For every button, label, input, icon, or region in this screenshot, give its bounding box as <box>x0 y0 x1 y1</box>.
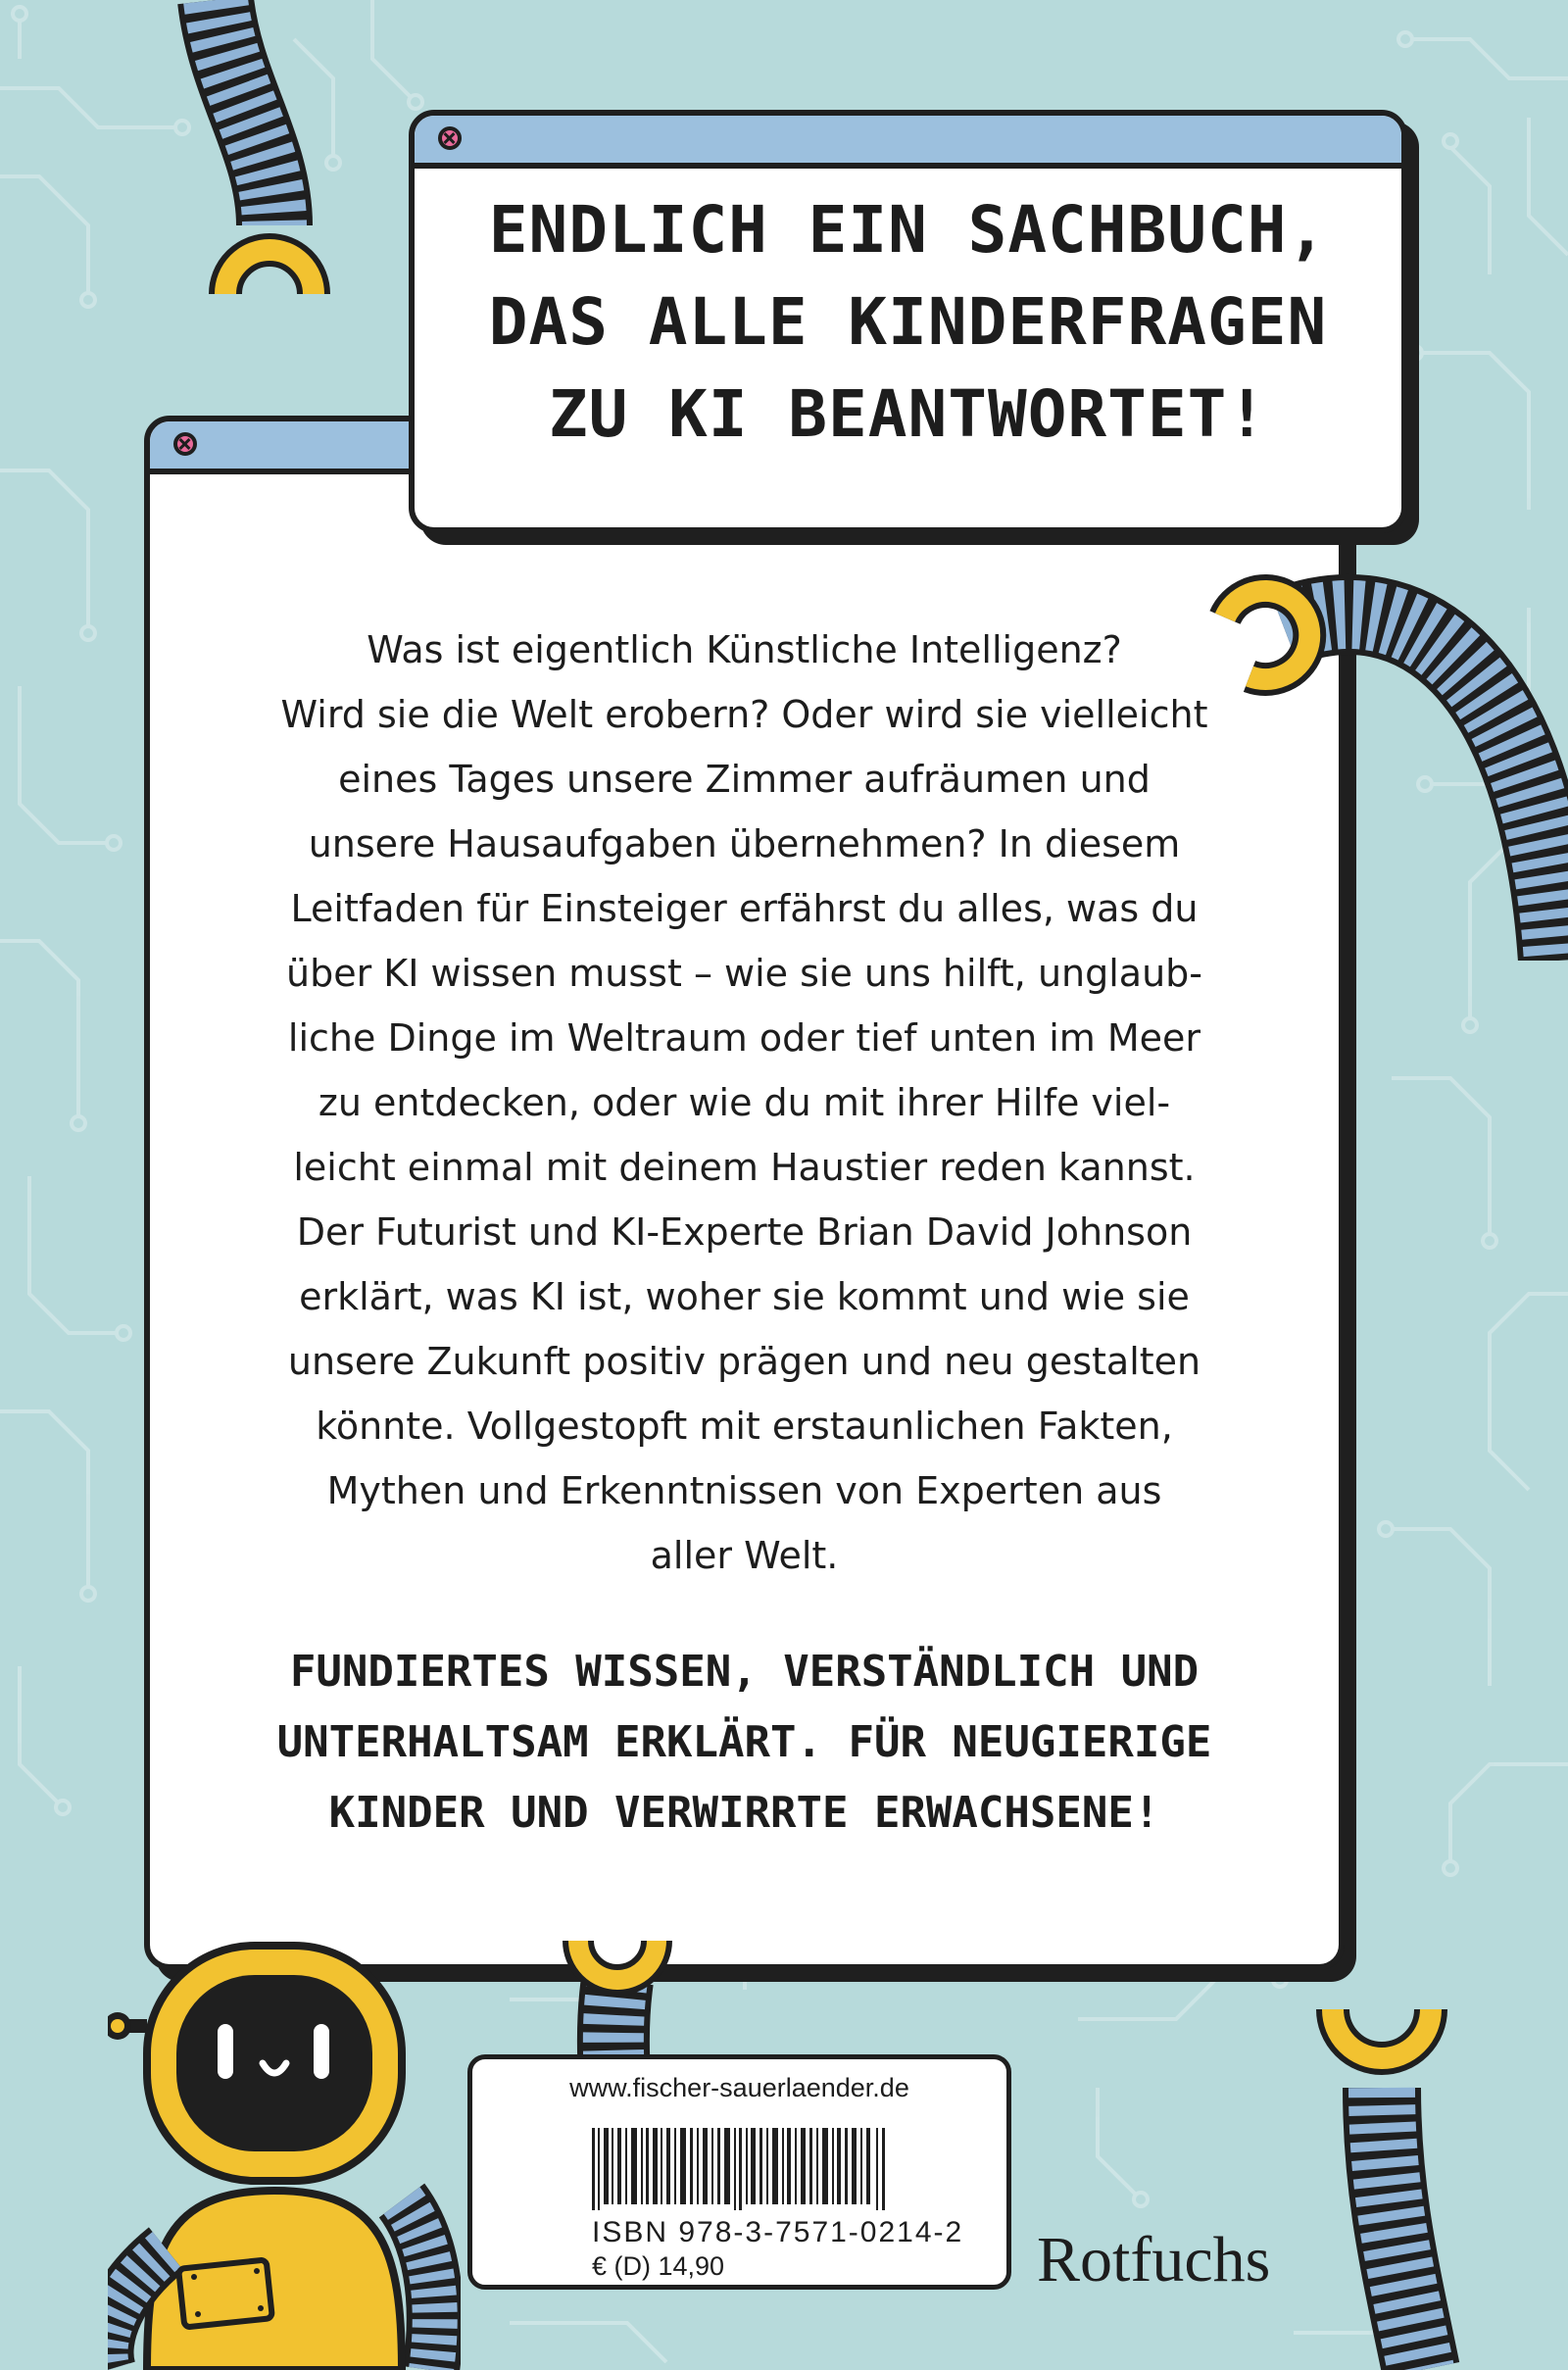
headline-line: DAS ALLE KINDERFRAGEN <box>488 284 1328 360</box>
blurb-text <box>189 617 1299 1588</box>
tagline-line: KINDER UND VERWIRRTE ERWACHSENE! <box>328 1788 1160 1838</box>
blurb-line: aller Welt. <box>650 1534 839 1577</box>
blurb-line: erklärt, was KI ist, woher sie kommt und wie sie <box>299 1275 1190 1318</box>
blurb-line: Leitfaden für Einsteiger erfährst du alles, was du <box>290 887 1199 930</box>
publisher-logo: Rotfuchs <box>1037 2224 1271 2296</box>
headline-line: ENDLICH EIN SACHBUCH, <box>488 192 1328 268</box>
blurb-line: Mythen und Erkenntnissen von Experten aus <box>326 1469 1162 1512</box>
close-icon <box>438 126 462 150</box>
price: € (D) 14,90 <box>592 2251 725 2281</box>
barcode-box <box>467 2054 1011 2290</box>
robot-arm-top-left <box>167 0 363 353</box>
isbn-number: ISBN 978-3-7571-0214-2 <box>592 2216 964 2248</box>
tagline-line: UNTERHALTSAM ERKLÄRT. FÜR NEUGIERIGE <box>276 1717 1212 1767</box>
publisher-url: www.fischer-sauerlaender.de <box>569 2073 909 2102</box>
robot-arm-bottom-right <box>1254 1980 1490 2370</box>
close-icon <box>173 432 197 456</box>
headline-line: ZU KI BEANTWORTET! <box>548 376 1268 452</box>
blurb-line: unsere Zukunft positiv prägen und neu gestalten <box>287 1340 1201 1383</box>
tagline <box>150 1637 1339 1849</box>
headline <box>415 184 1401 461</box>
blurb-line: könnte. Vollgestopft mit erstaunlichen Fakten, <box>316 1405 1173 1448</box>
main-blurb-window <box>144 416 1345 1970</box>
window-title-bar <box>415 116 1401 169</box>
blurb-line: leicht einmal mit deinem Haustier reden kannst. <box>293 1146 1196 1189</box>
blurb-line: Der Futurist und KI-Experte Brian David Johnson <box>296 1210 1193 1254</box>
blurb-line: eines Tages unsere Zimmer aufräumen und <box>338 758 1151 801</box>
blurb-line: über KI wissen musst – wie sie uns hilft, unglaub- <box>286 952 1202 995</box>
blurb-line: Wird sie die Welt erobern? Oder wird sie vielleicht <box>280 693 1208 736</box>
blurb-line: zu entdecken, oder wie du mit ihrer Hilfe viel- <box>318 1081 1171 1124</box>
headline-window <box>409 110 1407 533</box>
robot-illustration <box>108 1926 461 2370</box>
tagline-line: FUNDIERTES WISSEN, VERSTÄNDLICH UND <box>289 1647 1200 1697</box>
robot-arm-right <box>1166 549 1568 961</box>
barcode <box>592 2128 886 2210</box>
blurb-line: Was ist eigentlich Künstliche Intelligenz? <box>367 628 1122 671</box>
blurb-line: unsere Hausaufgaben übernehmen? In diesem <box>308 822 1181 865</box>
blurb-line: liche Dinge im Weltraum oder tief unten im Meer <box>287 1016 1201 1060</box>
